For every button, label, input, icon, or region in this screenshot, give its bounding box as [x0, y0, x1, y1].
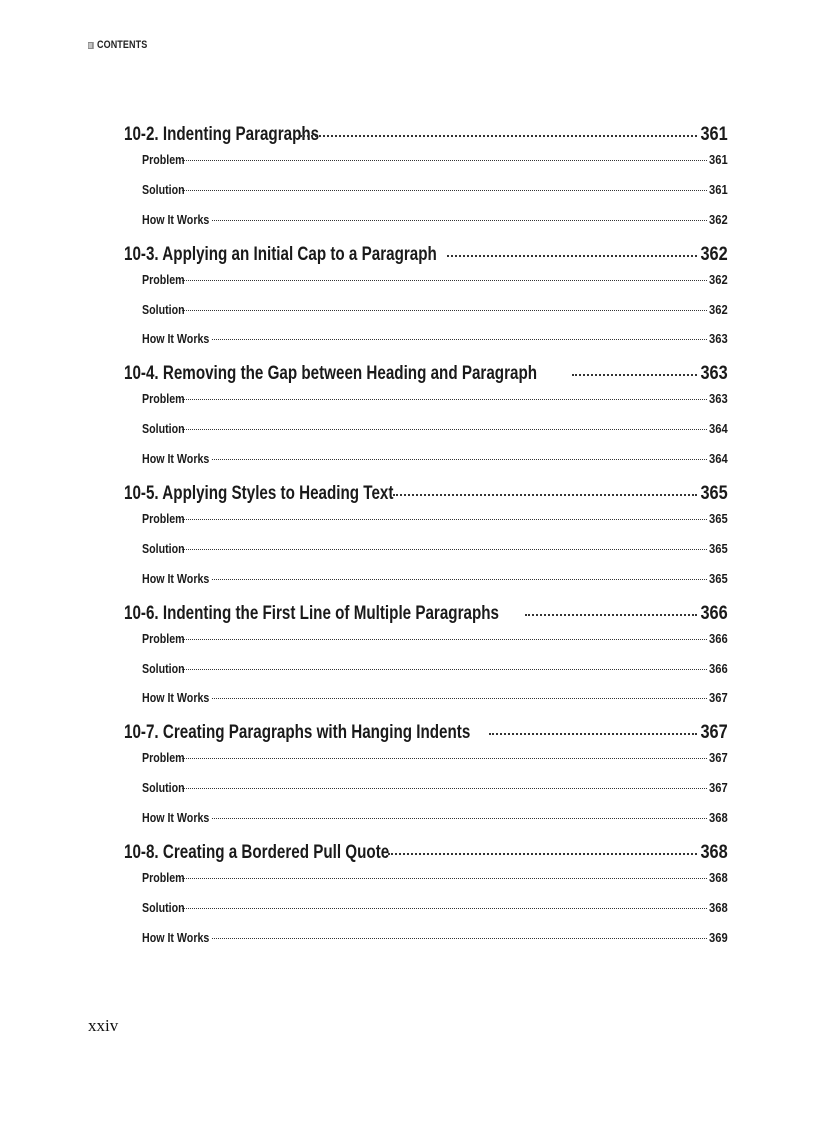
toc-section [124, 240, 728, 360]
subentry-page-number: 361 [709, 181, 728, 197]
toc-subentry[interactable] [124, 778, 728, 808]
subentry-page-number: 369 [709, 929, 728, 945]
section-title: 10-5. Applying Styles to Heading Text [124, 483, 394, 505]
dot-leader [182, 160, 707, 161]
toc-section [124, 479, 728, 599]
subentry-page-number: 367 [709, 780, 728, 796]
subentry-page-number: 366 [709, 630, 728, 646]
dot-leader [182, 310, 707, 311]
section-title: 10-2. Indenting Paragraphs [124, 124, 320, 145]
subentry-label: Solution [142, 540, 185, 556]
toc-subentry[interactable] [124, 180, 728, 210]
subentry-page-number: 363 [709, 331, 728, 347]
toc-section-entry[interactable] [124, 718, 728, 748]
toc-subentry[interactable] [124, 688, 728, 718]
section-title: 10-8. Creating a Bordered Pull Quote [124, 842, 390, 864]
toc-section-entry[interactable] [124, 838, 728, 868]
toc-section [124, 120, 728, 240]
dot-leader [525, 614, 698, 616]
dot-leader [393, 494, 698, 496]
section-page-number: 362 [700, 243, 728, 265]
dot-leader [212, 579, 707, 580]
dot-leader [182, 788, 707, 789]
subentry-label: Problem [142, 750, 185, 766]
dot-leader [182, 519, 707, 520]
toc-subentry[interactable] [124, 898, 728, 928]
subentry-label: Solution [142, 301, 185, 317]
subentry-label: Solution [142, 660, 185, 676]
subentry-page-number: 362 [709, 301, 728, 317]
dot-leader [182, 639, 707, 640]
toc-subentry[interactable] [124, 659, 728, 689]
subentry-label: Problem [142, 630, 185, 646]
toc-section-entry[interactable] [124, 120, 728, 150]
dot-leader [212, 339, 707, 340]
dot-leader [182, 280, 707, 281]
section-title: 10-7. Creating Paragraphs with Hanging Indents [124, 722, 471, 744]
toc-subentry[interactable] [124, 449, 728, 479]
subentry-label: Solution [142, 181, 185, 197]
section-page-number: 368 [700, 842, 728, 864]
subentry-page-number: 362 [709, 271, 728, 287]
toc-subentry[interactable] [124, 748, 728, 778]
subentry-page-number: 367 [709, 690, 728, 706]
subentry-page-number: 362 [709, 211, 728, 227]
subentry-page-number: 361 [709, 152, 728, 167]
dot-leader [182, 669, 707, 670]
toc-section [124, 359, 728, 479]
dot-leader [182, 549, 707, 550]
dot-leader [182, 878, 707, 879]
subentry-label: How It Works [142, 451, 210, 467]
subentry-label: Problem [142, 870, 185, 886]
dot-leader [182, 908, 707, 909]
subentry-page-number: 363 [709, 391, 728, 407]
toc-subentry[interactable] [124, 210, 728, 240]
page-folio: xxiv [88, 1016, 119, 1035]
section-page-number: 363 [700, 363, 728, 385]
dot-leader [212, 818, 707, 819]
section-title: 10-3. Applying an Initial Cap to a Paragraph [124, 243, 437, 265]
subentry-label: How It Works [142, 331, 210, 347]
subentry-page-number: 366 [709, 660, 728, 676]
subentry-label: How It Works [142, 929, 210, 945]
toc-section [124, 718, 728, 838]
section-page-number: 367 [700, 722, 728, 744]
subentry-page-number: 368 [709, 899, 728, 915]
toc-subentry[interactable] [124, 569, 728, 599]
running-head [88, 39, 147, 51]
dot-leader [212, 938, 707, 939]
dot-leader [300, 135, 697, 137]
section-title: 10-4. Removing the Gap between Heading and Paragraph [124, 363, 538, 385]
subentry-page-number: 368 [709, 870, 728, 886]
toc-section-entry[interactable] [124, 479, 728, 509]
dot-leader [182, 758, 707, 759]
subentry-label: Problem [142, 152, 185, 167]
toc-subentry[interactable] [124, 270, 728, 300]
toc-subentry[interactable] [124, 928, 728, 958]
section-page-number: 361 [700, 124, 728, 145]
dot-leader [447, 255, 697, 257]
toc-section [124, 838, 728, 958]
subentry-label: How It Works [142, 690, 210, 706]
subentry-label: How It Works [142, 570, 210, 586]
section-title: 10-6. Indenting the First Line of Multiple Paragraphs [124, 602, 499, 624]
striped-square-icon [88, 42, 94, 49]
subentry-label: Problem [142, 391, 185, 407]
section-page-number: 366 [700, 602, 728, 624]
dot-leader [212, 459, 707, 460]
dot-leader [182, 399, 707, 400]
toc-subentry[interactable] [124, 808, 728, 838]
subentry-page-number: 364 [709, 451, 728, 467]
section-page-number: 365 [700, 483, 728, 505]
subentry-page-number: 364 [709, 421, 728, 437]
subentry-page-number: 365 [709, 570, 728, 586]
dot-leader [388, 853, 698, 855]
toc-subentry[interactable] [124, 629, 728, 659]
subentry-label: How It Works [142, 211, 210, 227]
running-head-text: CONTENTS [97, 39, 148, 51]
subentry-label: Solution [142, 421, 185, 437]
subentry-page-number: 365 [709, 540, 728, 556]
subentry-label: Problem [142, 511, 185, 527]
toc-section [124, 599, 728, 719]
toc-section-entry[interactable] [124, 359, 728, 389]
dot-leader [212, 698, 707, 699]
subentry-label: Solution [142, 780, 185, 796]
subentry-label: Problem [142, 271, 185, 287]
toc-subentry[interactable] [124, 329, 728, 359]
subentry-page-number: 365 [709, 511, 728, 527]
subentry-label: Solution [142, 899, 185, 915]
subentry-page-number: 367 [709, 750, 728, 766]
toc-subentry[interactable] [124, 509, 728, 539]
toc-subentry[interactable] [124, 150, 728, 180]
toc-subentry[interactable] [124, 300, 728, 330]
dot-leader [182, 190, 707, 191]
toc-subentry[interactable] [124, 539, 728, 569]
dot-leader [489, 733, 697, 735]
table-of-contents [124, 120, 728, 958]
toc-section-entry[interactable] [124, 599, 728, 629]
dot-leader [572, 374, 697, 376]
dot-leader [182, 429, 707, 430]
toc-subentry[interactable] [124, 389, 728, 419]
toc-subentry[interactable] [124, 868, 728, 898]
subentry-page-number: 368 [709, 810, 728, 826]
dot-leader [212, 220, 707, 221]
toc-subentry[interactable] [124, 419, 728, 449]
subentry-label: How It Works [142, 810, 210, 826]
toc-section-entry[interactable] [124, 240, 728, 270]
